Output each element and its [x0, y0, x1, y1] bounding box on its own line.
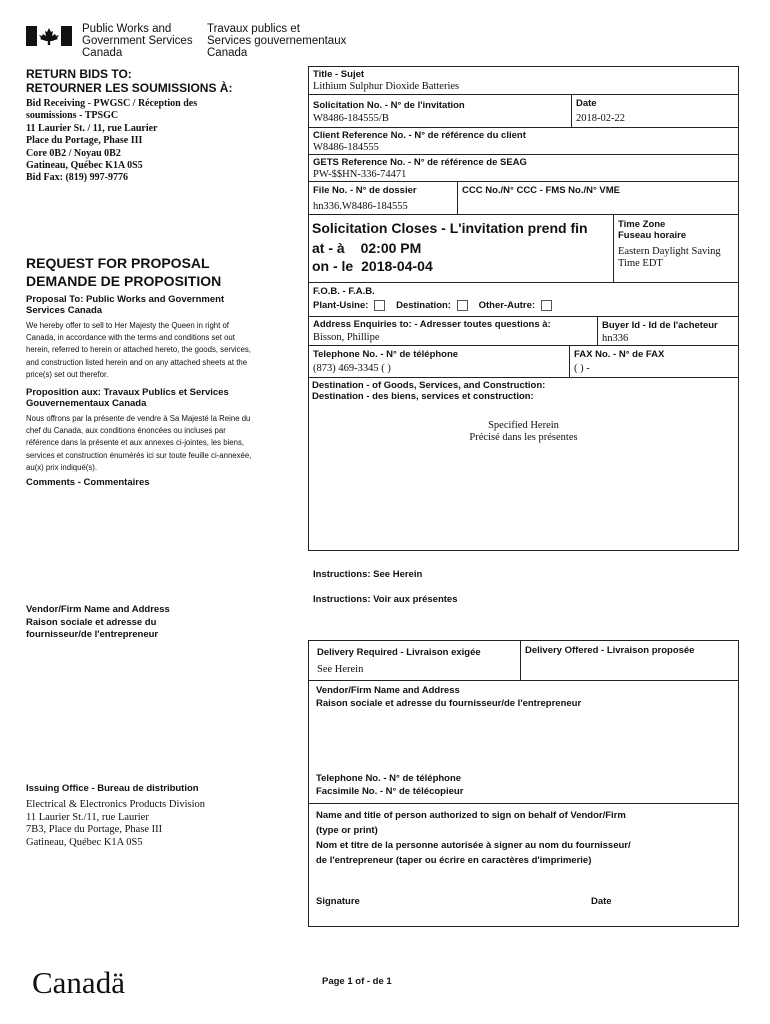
signature-date-label: Date: [591, 896, 612, 907]
proposal-to: Proposal To: Public Works and Government Services Canada: [26, 294, 225, 316]
vendor-facsimile-label: Facsimile No. - N° de télécopieur: [316, 786, 464, 797]
vendor-name-label-fr: Raison sociale et adresse du fournisseur/de l'entrepreneur: [316, 697, 582, 709]
destination-goods-label-fr: Destination - des biens, services et construction:: [312, 391, 534, 402]
timezone-label-fr: Fuseau horaire: [618, 230, 687, 241]
issuing-office-label: Issuing Office - Bureau de distribution: [26, 783, 199, 794]
dept-name-en-line1: Public Works and: [82, 23, 172, 35]
closing-time-value: 02:00 PM: [360, 240, 422, 256]
file-no-value: hn336.W8486-184555: [313, 201, 408, 212]
date-value: 2018-02-22: [576, 113, 625, 124]
authorized-person-label-4: de l'entrepreneur (taper ou écrire en caractères d'imprimerie): [316, 855, 592, 866]
canada-wordmark-logo: Canadä: [32, 965, 125, 1000]
date-label: Date: [576, 98, 597, 109]
solicitation-no-value: W8486-184555/B: [313, 113, 389, 124]
instructions-en: Instructions: See Herein: [313, 569, 423, 580]
fax-value: ( ) -: [574, 363, 590, 374]
telephone-label: Telephone No. - N° de téléphone: [313, 349, 459, 360]
page-number: Page 1 of - de 1: [322, 976, 392, 987]
instructions-fr: Instructions: Voir aux présentes: [313, 594, 458, 605]
title-value: Lithium Sulphur Dioxide Batteries: [313, 81, 460, 92]
timezone-label-en: Time Zone: [618, 219, 666, 230]
destination-checkbox[interactable]: [457, 300, 468, 311]
gets-ref-value: PW-$$HN-336-74471: [313, 169, 407, 180]
signature-label: Signature: [316, 896, 360, 907]
title-label: Title - Sujet: [313, 69, 365, 80]
offer-text-en: We hereby offer to sell to Her Majesty the Queen in right of Canada, in accordance with the terms and conditions set out herein, referred to herein or attached hereto, the goods, services, and construction listed herein and on any attached sheets at the price(s) set out therefor.: [26, 321, 251, 379]
destination-fob-label: Destination:: [396, 300, 451, 312]
dept-name-en-line2: Government Services: [82, 35, 193, 47]
return-bids-title-fr: RETOURNER LES SOUMISSIONS À:: [26, 81, 233, 95]
closing-date-label: on - le: [312, 258, 354, 274]
rfp-title-en: REQUEST FOR PROPOSAL: [26, 255, 210, 271]
solicitation-no-label: Solicitation No. - N° de l'invitation: [313, 100, 465, 111]
bid-receiving-address: Bid Receiving - PWGSC / Réception des soumissions - TPSGC 11 Laurier St. / 11, rue Laurier Place du Portage, Phase III Core 0B2 / Noyau 0B2 Gatineau, Québec K1A 0S5 Bid Fax: (819) 997-9776: [26, 98, 198, 184]
authorized-person-label-2: (type or print): [316, 825, 378, 836]
authorized-person-label-1: Name and title of person authorized to sign on behalf of Vendor/Firm: [316, 810, 626, 821]
file-no-label: File No. - N° de dossier: [313, 185, 417, 196]
client-ref-value: W8486-184555: [313, 142, 379, 153]
other-label: Other-Autre:: [478, 300, 536, 312]
telephone-value: (873) 469-3345 ( ): [313, 363, 391, 374]
plant-checkbox[interactable]: [374, 300, 385, 311]
gets-ref-label: GETS Reference No. - N° de référence de SEAG: [313, 157, 527, 168]
destination-goods-label-en: Destination - of Goods, Services, and Construction:: [312, 380, 546, 391]
vendor-label-line2: Raison sociale et adresse du: [26, 616, 157, 628]
authorized-person-label-3: Nom et titre de la personne autorisée à signer au nom du fournisseur/: [316, 840, 631, 851]
specified-herein-fr: Précisé dans les présentes: [469, 432, 578, 443]
ccc-no-label: CCC No./N° CCC - FMS No./N° VME: [462, 185, 621, 196]
closing-time-label: at - à: [312, 240, 345, 256]
proposition-aux: Proposition aux: Travaux Publics et Services Gouvernementaux Canada: [26, 387, 229, 409]
dept-name-fr-line2: Services gouvernementaux: [207, 35, 347, 47]
delivery-required-label: Delivery Required - Livraison exigée: [317, 647, 481, 658]
offer-text-fr: Nous offrons par la présente de vendre à Sa Majesté la Reine du chef du Canada, aux conditions énoncées ou incluses par référence dans la présente et aux annexes ci-jointes, les biens, services et construction énumérés ici sur toute feuille ci-annexée, au(x) prix indiqué(s).: [26, 414, 252, 472]
vendor-name-label-en: Vendor/Firm Name and Address: [316, 685, 460, 696]
fob-label: F.O.B. - F.A.B.: [313, 286, 375, 297]
canada-flag-logo: [26, 26, 72, 46]
vendor-telephone-label: Telephone No. - N° de téléphone: [316, 773, 462, 784]
other-checkbox[interactable]: [541, 300, 552, 311]
issuing-office-address: Electrical & Electronics Products Division 11 Laurier St./11, rue Laurier 7B3, Place du Portage, Phase III Gatineau, Québec K1A 0S5: [26, 799, 206, 848]
timezone-value-line2: Time EDT: [618, 258, 663, 269]
closing-date-value: 2018-04-04: [361, 258, 433, 274]
dept-name-fr-line1: Travaux publics et: [207, 23, 300, 35]
address-enquiries-value: Bisson, Phillipe: [313, 332, 380, 343]
comments-label: Comments - Commentaires: [26, 477, 150, 488]
dept-name-fr-line3: Canada: [207, 47, 248, 59]
return-bids-title-en: RETURN BIDS TO:: [26, 67, 132, 81]
vendor-label-line3: fournisseur/de l'entrepreneur: [26, 629, 159, 640]
fax-label: FAX No. - N° de FAX: [574, 349, 665, 360]
plant-label: Plant-Usine:: [313, 300, 369, 312]
client-ref-label: Client Reference No. - N° de référence du client: [313, 130, 526, 141]
delivery-required-value: See Herein: [317, 664, 364, 675]
timezone-value-line1: Eastern Daylight Saving: [618, 246, 721, 257]
dept-name-en-line3: Canada: [82, 47, 123, 59]
buyer-id-value: hn336: [602, 333, 629, 344]
solicitation-closes-title: Solicitation Closes - L'invitation prend fin: [312, 220, 588, 236]
buyer-id-label: Buyer Id - Id de l'acheteur: [602, 320, 718, 331]
vendor-label-line1: Vendor/Firm Name and Address: [26, 604, 170, 615]
rfp-title-fr: DEMANDE DE PROPOSITION: [26, 273, 222, 289]
specified-herein-en: Specified Herein: [488, 420, 559, 431]
address-enquiries-label: Address Enquiries to: - Adresser toutes questions à:: [313, 319, 551, 330]
delivery-offered-label: Delivery Offered - Livraison proposée: [525, 645, 695, 656]
